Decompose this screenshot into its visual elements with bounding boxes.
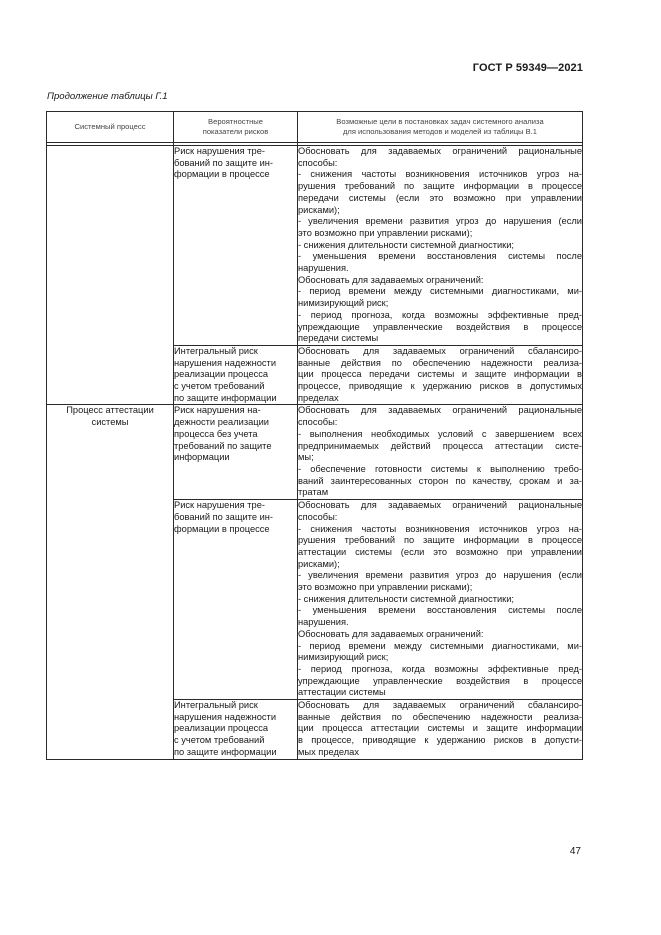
goal-text-line: передачи системы (если это возможно при управлении — [298, 192, 582, 203]
goal-text-line: Обосновать для задаваемых ограничений сбалансиро- — [298, 345, 582, 356]
goal-text-line: - период времени между системными диагностиками, ми- — [298, 640, 582, 651]
goal-text-line: в процессе, приводящие к удержанию рисков в допусти- — [298, 735, 582, 746]
goal-text-line: - увеличения времени развития угроз до нарушения (если — [298, 216, 582, 227]
goal-text-line: аттестации системы — [298, 687, 386, 698]
goal-text-line: - снижения частоты возникновения источников угроз на- — [298, 523, 582, 534]
goal-text-line: Обосновать для задаваемых ограничений сбалансиро- — [298, 700, 582, 711]
goal-text-line: Обосновать для задаваемых ограничений: — [298, 628, 484, 639]
goal-text-line: нимизирующий риск; — [298, 652, 389, 663]
goal-text-line: - период времени между системными диагностиками, ми- — [298, 286, 582, 297]
goal-text-line: нарушения. — [298, 263, 349, 274]
goal-text-line: Обосновать для задаваемых ограничений: — [298, 274, 484, 285]
goal-text-line: нарушения. — [298, 617, 349, 628]
goal-text-line: Обосновать для задаваемых ограничений рациональные — [298, 500, 582, 511]
goal-cell — [298, 405, 583, 500]
goal-text-line: ванные действия по обеспечению надежности реализа- — [298, 711, 582, 722]
goal-text-line: рушения требований по защите информации в процессе — [298, 535, 582, 546]
goal-text-line: ции процесса аттестации системы и защите информации — [298, 723, 582, 734]
goal-cell — [298, 146, 583, 346]
goal-text-line: аттестации системы (если это возможно при управлении — [298, 546, 582, 557]
column-header-process: Системный процесс — [47, 112, 174, 143]
goal-text-line: рисками); — [298, 558, 340, 569]
goal-text-line: Обосновать для задаваемых ограничений рациональные — [298, 146, 582, 156]
goal-text-line: - уменьшения времени восстановления системы после — [298, 605, 582, 616]
risk-indicator-cell: Риск нарушения на- дежности реализации процесса без учета требований по защите информации — [174, 405, 298, 500]
goal-text-line: - снижения частоты возникновения источников угроз на- — [298, 169, 582, 180]
table-header-row — [47, 112, 583, 143]
goal-cell — [298, 500, 583, 700]
goal-text-line: нимизирующий риск; — [298, 298, 389, 309]
goal-text-line: рушения требований по защите информации в процессе — [298, 181, 582, 192]
goal-cell — [298, 345, 583, 405]
goal-text-line: - снижения длительности системной диагностики; — [298, 239, 515, 250]
risk-indicator-cell: Риск нарушения тре- бований по защите ин- формации в процессе — [174, 500, 298, 700]
goal-text-line: упреждающие управленческие воздействия в процессе — [298, 321, 582, 332]
goal-text-line: - уменьшения времени восстановления системы после — [298, 251, 582, 262]
goal-text-line: предпринимаемых действий процесса аттестации систе- — [298, 440, 582, 451]
goal-text-line: - увеличения времени развития угроз до нарушения (если — [298, 570, 582, 581]
goal-text-line: ваний заинтересованных сторон по качеству, срокам и за- — [298, 475, 582, 486]
document-code: ГОСТ Р 59349—2021 — [472, 62, 583, 74]
goal-text-line: рисками); — [298, 204, 340, 215]
goal-text-line: - период прогноза, когда возможны эффективные пред- — [298, 309, 582, 320]
goal-text-line: способы: — [298, 511, 338, 522]
goal-text-line: - период прогноза, когда возможны эффективные пред- — [298, 663, 582, 674]
table-row — [47, 405, 583, 500]
goal-cell — [298, 700, 583, 760]
column-header-goals: Возможные цели в постановках задач системного анализа для использования методов и моделей из таблицы В.1 — [298, 112, 583, 143]
goal-text-line: это возможно при управлении рисками); — [298, 582, 473, 593]
risk-indicator-cell: Интегральный риск нарушения надежности реализации процесса с учетом требований по защите информации — [174, 345, 298, 405]
goal-text-line: ции процесса передачи системы и защите информации в — [298, 369, 582, 380]
risk-goals-table — [46, 111, 583, 760]
process-cell — [47, 146, 174, 405]
goal-text-line: - выполнения необходимых условий с завершением всех — [298, 428, 582, 439]
goal-text-line: - обеспечение готовности системы к выполнению требо- — [298, 463, 582, 474]
goal-text-line: это возможно при управлении рисками); — [298, 227, 473, 238]
goal-text-line: способы: — [298, 157, 338, 168]
goal-text-line: тратам — [298, 487, 329, 498]
goal-text-line: пределах — [298, 392, 339, 403]
goal-text-line: передачи системы — [298, 333, 379, 344]
goal-text-line: - снижения длительности системной диагностики; — [298, 593, 515, 604]
risk-indicator-cell: Риск нарушения тре- бований по защите ин- формации в процессе — [174, 146, 298, 346]
goal-text-line: процессе, приводящие к удержанию рисков в допустимых — [298, 381, 582, 392]
page-number: 47 — [569, 846, 581, 857]
goal-text-line: Обосновать для задаваемых ограничений рациональные — [298, 405, 582, 416]
process-cell: Процесс аттестации системы — [47, 405, 174, 759]
goal-text-line: ванные действия по обеспечению надежности реализа- — [298, 357, 582, 368]
goal-text-line: мы; — [298, 452, 314, 463]
table-row — [47, 146, 583, 346]
table-caption: Продолжение таблицы Г.1 — [47, 91, 168, 102]
column-header-risk: Вероятностные показатели рисков — [174, 112, 298, 143]
goal-text-line: упреждающие управленческие воздействия в процессе — [298, 675, 582, 686]
risk-indicator-cell: Интегральный риск нарушения надежности реализации процесса с учетом требований по защите информации — [174, 700, 298, 760]
goal-text-line: способы: — [298, 417, 338, 428]
goal-text-line: мых пределах — [298, 746, 360, 757]
